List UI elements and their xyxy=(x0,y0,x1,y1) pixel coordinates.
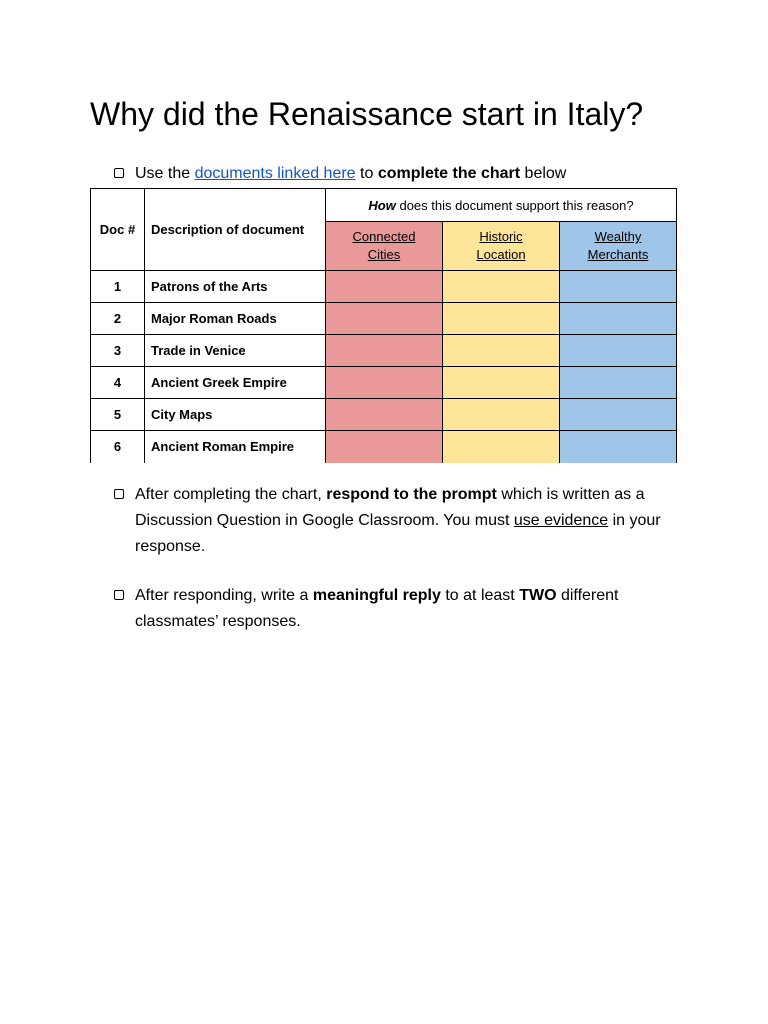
task-complete-chart xyxy=(114,161,674,187)
cell-historic-location[interactable] xyxy=(443,271,560,303)
table-row xyxy=(91,431,677,463)
header-wealthy-merchants xyxy=(560,222,677,271)
task-text-part: Use the xyxy=(135,165,191,182)
header-how xyxy=(326,189,677,222)
reason-label: Wealthy xyxy=(594,229,642,244)
cell-connected-cities[interactable] xyxy=(326,367,443,399)
task-text xyxy=(114,583,674,635)
cell-wealthy-merchants[interactable] xyxy=(560,271,677,303)
doc-description: Ancient Roman Empire xyxy=(145,431,326,463)
task-text-part: to xyxy=(360,165,374,182)
cell-connected-cities[interactable] xyxy=(326,335,443,367)
cell-historic-location[interactable] xyxy=(443,399,560,431)
cell-connected-cities[interactable] xyxy=(326,271,443,303)
cell-historic-location[interactable] xyxy=(443,431,560,463)
reason-label: Merchants xyxy=(587,247,649,262)
task-text-bold: TWO xyxy=(519,587,557,604)
doc-description: Major Roman Roads xyxy=(145,303,326,335)
task-text xyxy=(114,482,674,560)
reason-label: Historic xyxy=(479,229,523,244)
evidence-chart xyxy=(90,188,677,463)
task-respond-prompt xyxy=(114,482,674,560)
doc-number: 6 xyxy=(91,431,145,463)
task-text-underline: use evidence xyxy=(513,512,609,529)
cell-wealthy-merchants[interactable] xyxy=(560,303,677,335)
doc-number: 1 xyxy=(91,271,145,303)
cell-connected-cities[interactable] xyxy=(326,399,443,431)
task-text-part: to at least xyxy=(445,587,515,604)
doc-number: 2 xyxy=(91,303,145,335)
table-row xyxy=(91,335,677,367)
checkbox-icon[interactable] xyxy=(114,489,124,499)
task-text-bold: respond to the prompt xyxy=(326,486,497,503)
reason-label: Connected xyxy=(352,229,416,244)
header-doc-number: Doc # xyxy=(91,189,145,271)
task-text-part: in your response. xyxy=(135,512,661,555)
cell-wealthy-merchants[interactable] xyxy=(560,399,677,431)
doc-description: Patrons of the Arts xyxy=(145,271,326,303)
cell-wealthy-merchants[interactable] xyxy=(560,335,677,367)
task-text-part: which is written as a Discussion Question in Google Classroom. You must xyxy=(135,486,645,529)
table-row xyxy=(91,303,677,335)
doc-description: Trade in Venice xyxy=(145,335,326,367)
doc-description: City Maps xyxy=(145,399,326,431)
cell-historic-location[interactable] xyxy=(443,303,560,335)
doc-description: Ancient Greek Empire xyxy=(145,367,326,399)
table-row xyxy=(91,271,677,303)
checkbox-icon[interactable] xyxy=(114,168,124,178)
cell-historic-location[interactable] xyxy=(443,367,560,399)
table-row xyxy=(91,367,677,399)
doc-number: 4 xyxy=(91,367,145,399)
page-title: Why did the Renaissance start in Italy? xyxy=(90,96,644,132)
cell-historic-location[interactable] xyxy=(443,335,560,367)
header-connected-cities xyxy=(326,222,443,271)
header-how-rest: does this document support this reason? xyxy=(399,197,634,213)
task-text-part: below xyxy=(524,165,567,182)
reason-label: Location xyxy=(476,247,526,262)
cell-wealthy-merchants[interactable] xyxy=(560,367,677,399)
table-row xyxy=(91,399,677,431)
header-how-bold: How xyxy=(368,197,396,213)
reason-label: Cities xyxy=(367,247,401,262)
cell-connected-cities[interactable] xyxy=(326,303,443,335)
header-description: Description of document xyxy=(145,189,326,271)
doc-number: 5 xyxy=(91,399,145,431)
doc-number: 3 xyxy=(91,335,145,367)
task-text-bold: complete the chart xyxy=(377,165,521,182)
cell-wealthy-merchants[interactable] xyxy=(560,431,677,463)
task-text-part: different classmates’ responses. xyxy=(135,587,619,630)
task-reply-classmates xyxy=(114,583,674,635)
task-text xyxy=(114,161,674,187)
task-text-bold: meaningful reply xyxy=(312,587,441,604)
task-text-part: After responding, write a xyxy=(135,587,309,604)
header-historic-location xyxy=(443,222,560,271)
task-text-part: After completing the chart, xyxy=(135,486,322,503)
documents-link[interactable]: documents linked here xyxy=(194,165,356,182)
checkbox-icon[interactable] xyxy=(114,590,124,600)
cell-connected-cities[interactable] xyxy=(326,431,443,463)
